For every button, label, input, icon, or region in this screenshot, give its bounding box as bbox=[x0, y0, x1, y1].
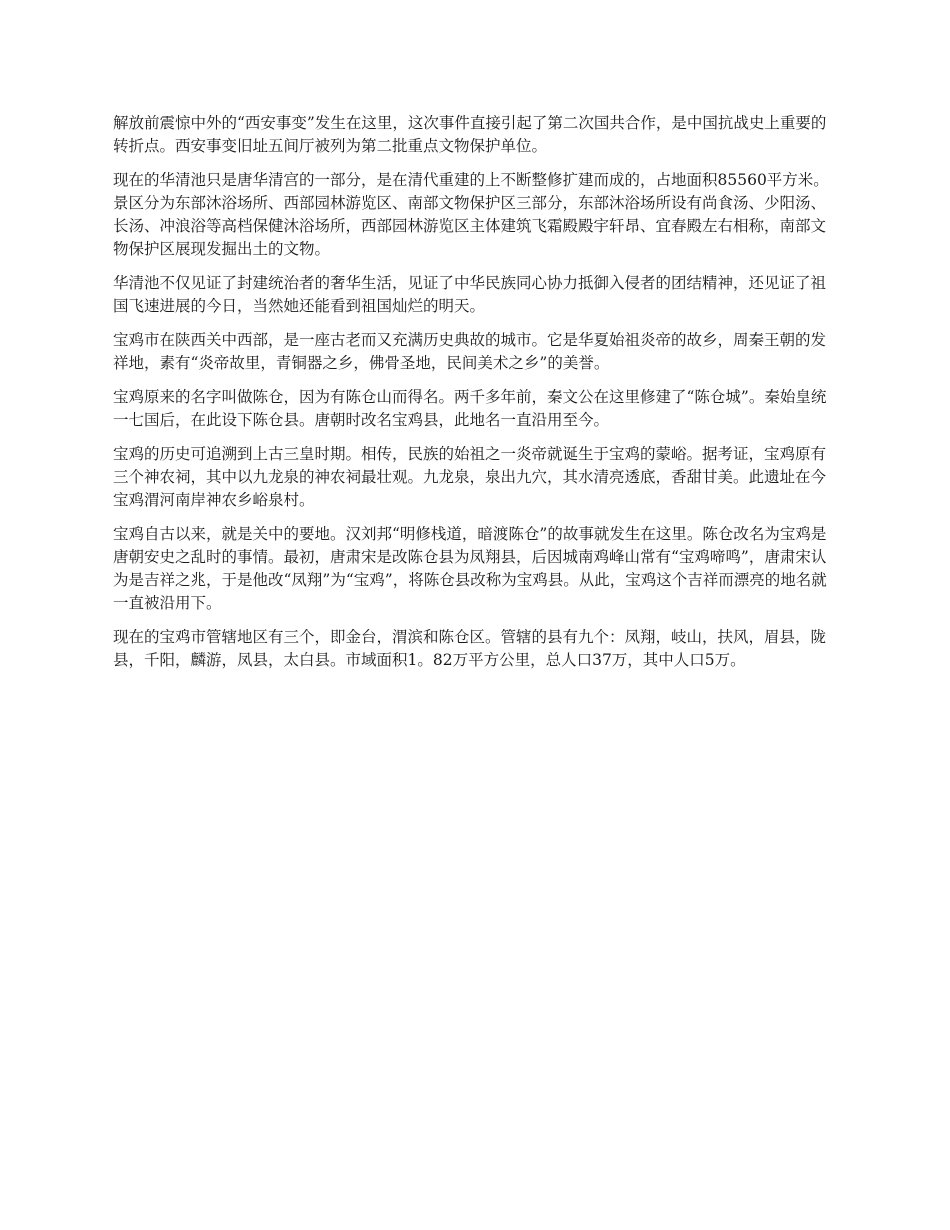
paragraph-baoji-strategic: 宝鸡自古以来，就是关中的要地。汉刘邦“明修栈道，暗渡陈仓”的故事就发生在这里。陈仓改名为宝鸡是唐朝安史之乱时的事情。最初，唐肃宋是改陈仓县为凤翔县，后因城南鸡峰山常有“宝鸡啼鸣”，唐肃宋认为是吉祥之兆，于是他改“凤翔”为“宝鸡”，将陈仓县改称为宝鸡县。从此，宝鸡这个吉祥而漂亮的地名就一直被沿用下。 bbox=[113, 525, 827, 612]
paragraph-huaqing-pool: 现在的华清池只是唐华清宫的一部分，是在清代重建的上不断整修扩建而成的，占地面积85560平方米。景区分为东部沐浴场所、西部园林游览区、南部文物保护区三部分，东部沐浴场所设有尚食汤、少阳汤、长汤、冲浪浴等高档保健沐浴场所，西部园林游览区主体建筑飞霜殿殿宇轩昂、宜春殿左右相称，南部文物保护区展现发掘出土的文物。 bbox=[113, 171, 829, 258]
paragraph-xian-incident: 解放前震惊中外的“西安事变”发生在这里，这次事件直接引起了第二次国共合作，是中国抗战史上重要的转折点。西安事变旧址五间厅被列为第二批重点文物保护单位。 bbox=[113, 114, 827, 155]
document-body bbox=[113, 112, 838, 683]
paragraph-baoji-name-origin: 宝鸡原来的名字叫做陈仓，因为有陈仓山而得名。两千多年前，秦文公在这里修建了“陈仓城”。秦始皇统一七国后，在此设下陈仓县。唐朝时改名宝鸡县，此地名一直沿用至今。 bbox=[113, 388, 827, 429]
paragraph-baoji-history: 宝鸡的历史可追溯到上古三皇时期。相传，民族的始祖之一炎帝就诞生于宝鸡的蒙峪。据考证，宝鸡原有三个神农祠，其中以九龙泉的神农祠最壮观。九龙泉，泉出九穴，其水清亮透底，香甜甘美。此遗址在今宝鸡渭河南岸神农乡峪泉村。 bbox=[113, 445, 827, 509]
paragraph-baoji-intro: 宝鸡市在陕西关中西部，是一座古老而又充满历史典故的城市。它是华夏始祖炎帝的故乡，周秦王朝的发祥地，素有“炎帝故里，青铜器之乡，佛骨圣地，民间美术之乡”的美誉。 bbox=[113, 331, 827, 372]
paragraph-baoji-administration: 现在的宝鸡市管辖地区有三个，即金台，渭滨和陈仓区。管辖的县有九个：凤翔，岐山，扶风，眉县，陇县，千阳，麟游，凤县，太白县。市域面积1。82万平方公里，总人口37万，其中人口5万。 bbox=[113, 628, 827, 669]
paragraph-huaqing-witness: 华清池不仅见证了封建统治者的奢华生活，见证了中华民族同心协力抵御入侵者的团结精神，还见证了祖国飞速进展的今日，当然她还能看到祖国灿烂的明天。 bbox=[113, 274, 827, 315]
